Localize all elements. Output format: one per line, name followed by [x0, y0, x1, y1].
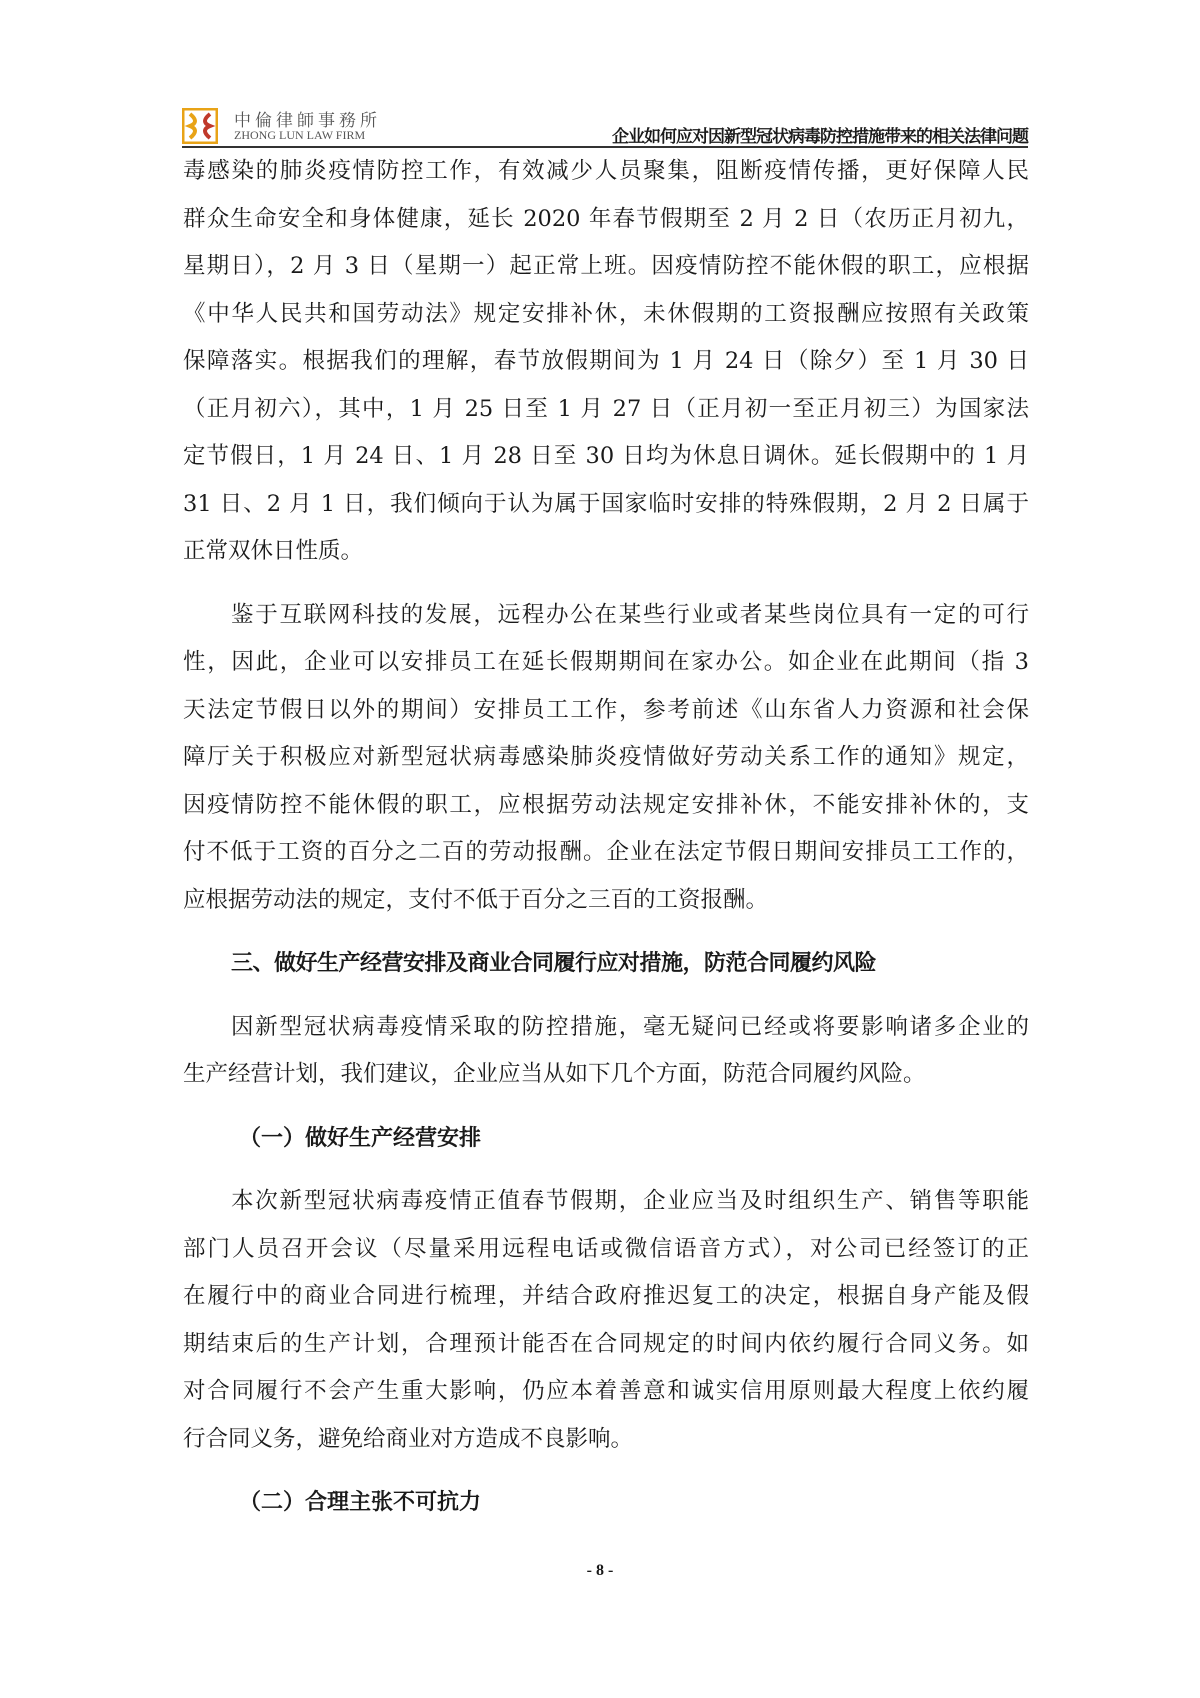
- paragraph-2: [183, 592, 1029, 925]
- text-line: 《中华人民共和国劳动法》规定安排补休，未休假期的工资报酬应按照有关政策: [183, 300, 1029, 327]
- text-line: 障厅关于积极应对新型冠状病毒感染肺炎疫情做好劳动关系工作的通知》规定，: [183, 744, 1029, 770]
- text-line: 正常双休日性质。: [183, 538, 364, 564]
- subsection-heading: （一）做好生产经营安排: [239, 1125, 482, 1151]
- text-line: 本次新型冠状病毒疫情正值春节假期，企业应当及时组织生产、销售等职能: [231, 1188, 1029, 1214]
- text-line: 性，因此，企业可以安排员工在延长假期期间在家办公。如企业在此期间（指 3: [183, 649, 1029, 675]
- text-line: 付不低于工资的百分之二百的劳动报酬。企业在法定节假日期间安排员工工作的，: [183, 839, 1029, 865]
- text-line: 群众生命安全和身体健康，延长 2020 年春节假期至 2 月 2 日（农历正月初九，: [183, 205, 1029, 232]
- paragraph-1: [183, 148, 1029, 576]
- firm-name-en: ZHONG LUN LAW FIRM: [234, 128, 366, 142]
- text-line: （正月初六），其中，1 月 25 日至 1 月 27 日（正月初一至正月初三）为国家法: [183, 395, 1029, 422]
- text-line: 定节假日，1 月 24 日、1 月 28 日至 30 日均为休息日调休。延长假期中的 1 月: [183, 443, 1029, 469]
- text-line: 因疫情防控不能休假的职工，应根据劳动法规定安排补休，不能安排补休的，支: [183, 791, 1029, 818]
- text-line: 部门人员召开会议（尽量采用远程电话或微信语音方式），对公司已经签订的正: [183, 1235, 1029, 1262]
- text-line: 应根据劳动法的规定，支付不低于百分之三百的工资报酬。: [183, 886, 769, 913]
- text-line: 期结束后的生产计划，合理预计能否在合同规定的时间内依约履行合同义务。如: [183, 1330, 1029, 1357]
- subsection-heading: （二）合理主张不可抗力: [239, 1490, 482, 1515]
- text-line: 星期日），2 月 3 日（星期一）起正常上班。因疫情防控不能休假的职工，应根据: [183, 253, 1029, 279]
- text-line: 保障落实。根据我们的理解，春节放假期间为 1 月 24 日（除夕）至 1 月 30 日: [183, 348, 1029, 374]
- text-line: 行合同义务，避免给商业对方造成不良影响。: [183, 1425, 634, 1452]
- section-intro: [183, 1004, 1029, 1099]
- section-heading: 三、做好生产经营安排及商业合同履行应对措施，防范合同履约风险: [231, 951, 877, 976]
- page-number: - 8 -: [586, 1562, 614, 1579]
- text-line: 因新型冠状病毒疫情采取的防控措施，毫无疑问已经或将要影响诸多企业的: [231, 1013, 1029, 1040]
- text-line: 毒感染的肺炎疫情防控工作，有效减少人员聚集，阻断疫情传播，更好保障人民: [183, 158, 1029, 184]
- document-body: [183, 148, 1029, 1527]
- firm-logo-icon: [182, 108, 218, 144]
- text-line: 鉴于互联网科技的发展，远程办公在某些行业或者某些岗位具有一定的可行: [231, 601, 1029, 628]
- text-line: 天法定节假日以外的期间）安排员工工作，参考前述《山东省人力资源和社会保: [183, 696, 1029, 723]
- firm-name-cn: 中倫律師事務所: [234, 111, 381, 131]
- text-line: 生产经营计划，我们建议，企业应当从如下几个方面，防范合同履约风险。: [183, 1061, 926, 1087]
- page-header: [182, 104, 1028, 148]
- text-line: 对合同履行不会产生重大影响，仍应本着善意和诚实信用原则最大程度上依约履: [183, 1378, 1029, 1404]
- document-title: 企业如何应对因新型冠状病毒防控措施带来的相关法律问题: [612, 127, 1028, 147]
- subsection-paragraph: [183, 1178, 1029, 1463]
- text-line: 在履行中的商业合同进行梳理，并结合政府推迟复工的决定，根据自身产能及假: [183, 1283, 1029, 1309]
- text-line: 31 日、2 月 1 日，我们倾向于认为属于国家临时安排的特殊假期，2 月 2 日属于: [183, 490, 1029, 517]
